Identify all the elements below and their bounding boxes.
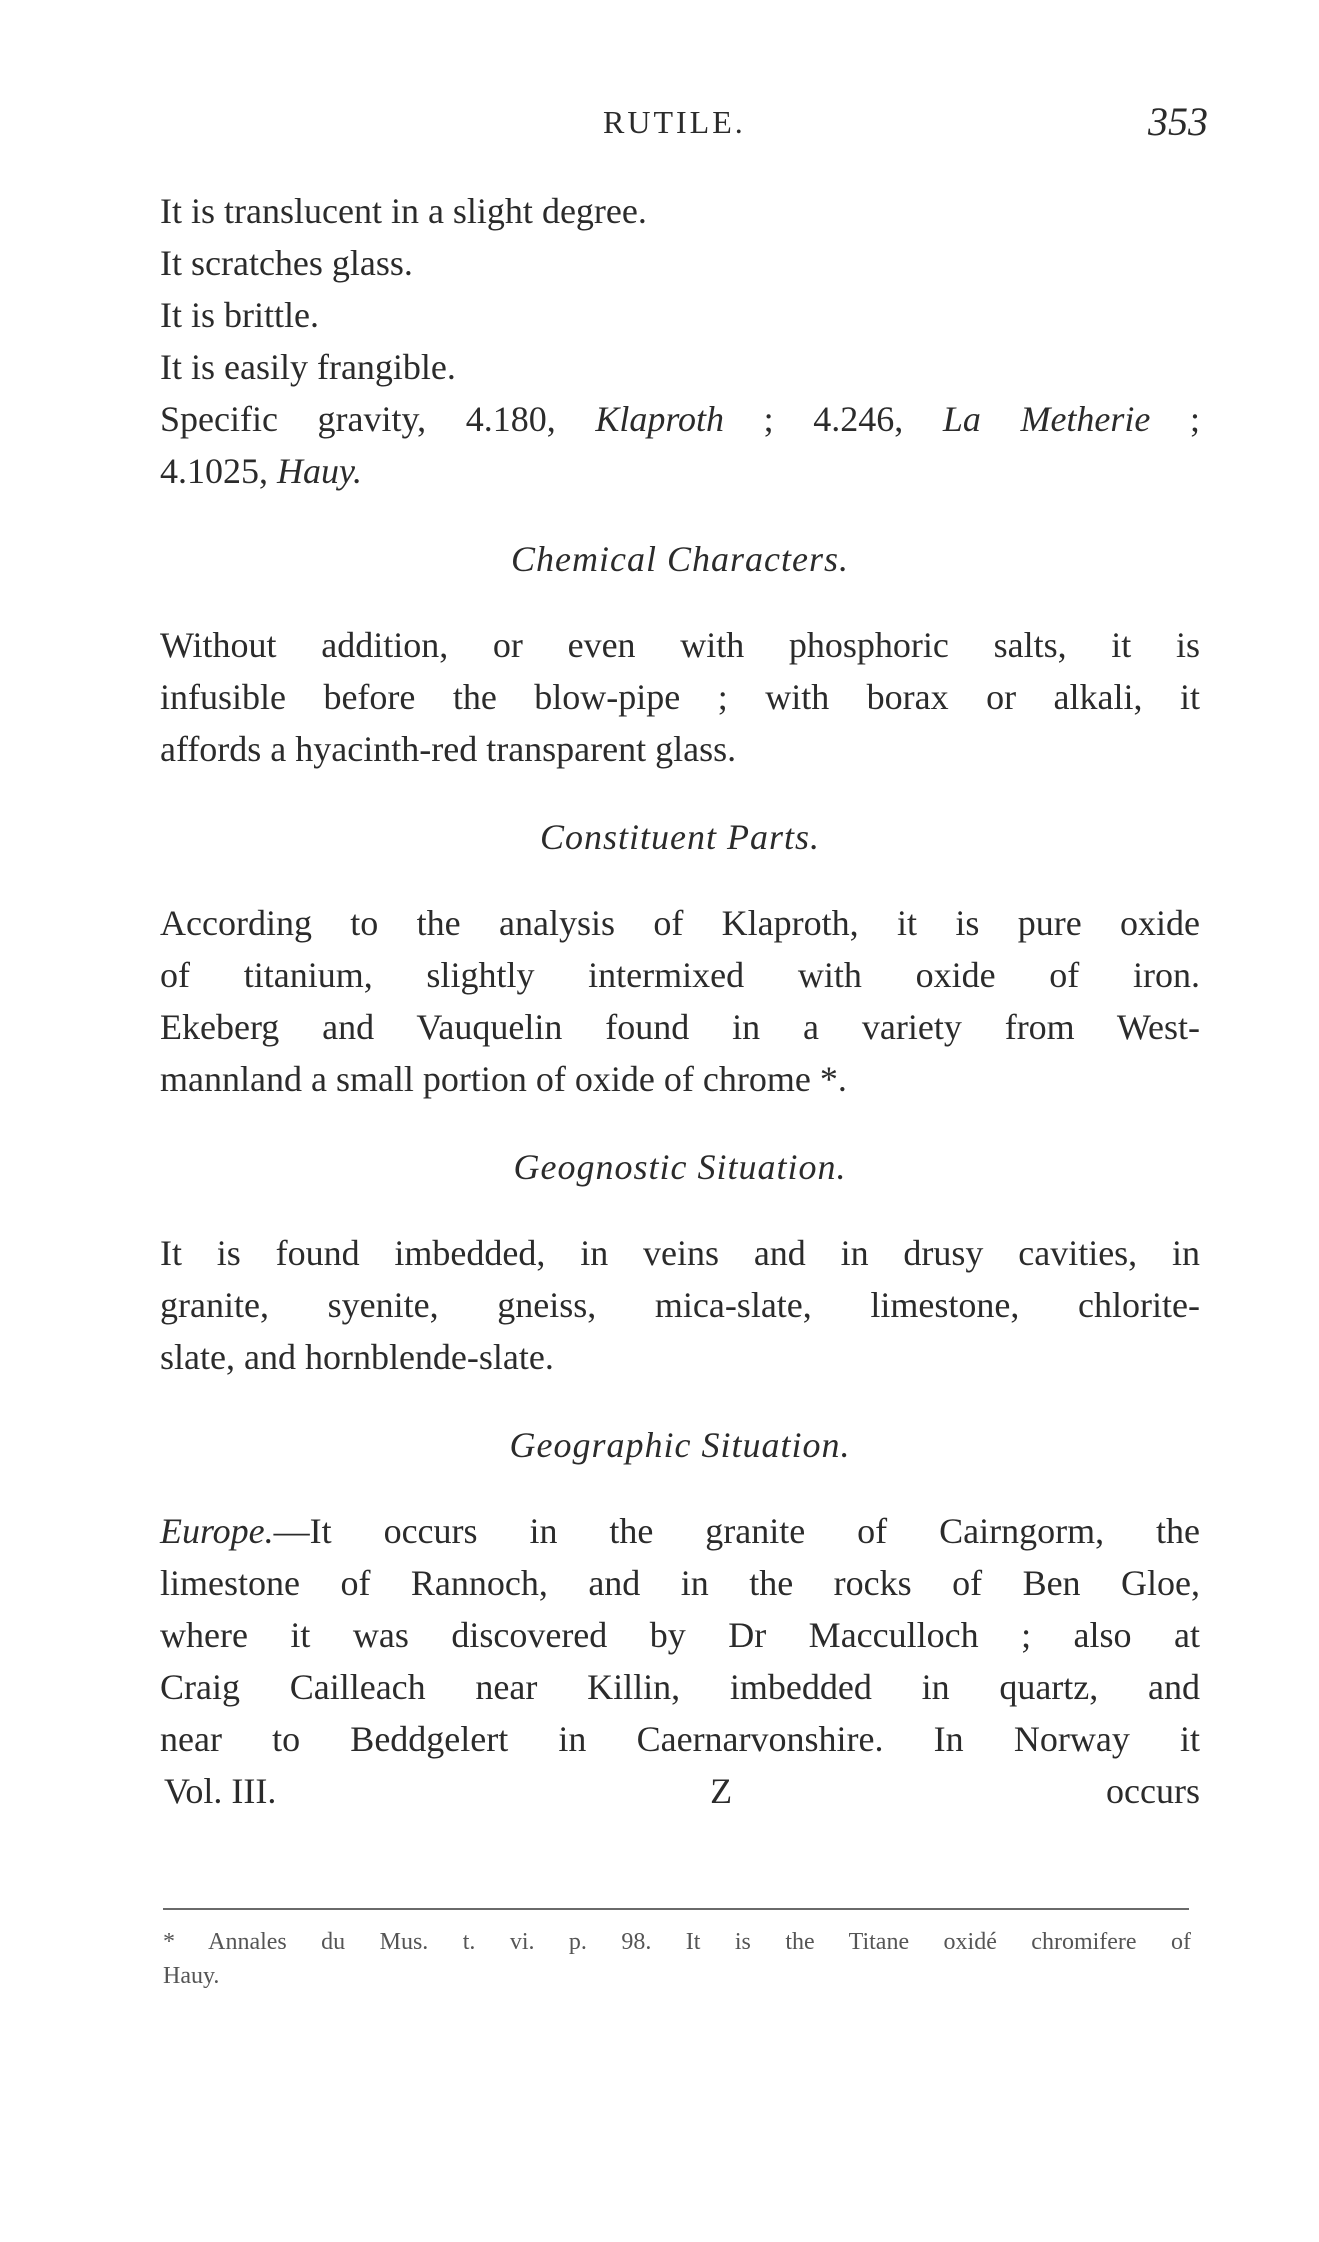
specific-gravity-line-2 — [160, 445, 1200, 497]
chemical-line-2: infusible before the blow-pipe ; with borax or alkali, it — [160, 677, 1200, 717]
constituent-line-3: Ekeberg and Vauquelin found in a variety from West- — [160, 1007, 1200, 1047]
physical-line-1: It is translucent in a slight degree. — [160, 191, 647, 231]
footnote-rule — [163, 1908, 1189, 1910]
geographic-line-1-rest: —It occurs in the granite of Cairngorm, the — [273, 1511, 1200, 1551]
geognostic-line-3: slate, and hornblende-slate. — [160, 1337, 554, 1377]
geognostic-heading: Geognostic Situation. — [513, 1147, 847, 1187]
geognostic-line-2: granite, syenite, gneiss, mica-slate, limestone, chlorite- — [160, 1285, 1200, 1325]
gravity-metherie: La Metherie — [942, 399, 1151, 439]
gravity-end: ; — [1189, 399, 1200, 439]
constituent-line-2: of titanium, slightly intermixed with oxide of iron. — [160, 955, 1200, 995]
chemical-heading: Chemical Characters. — [511, 539, 849, 579]
running-title: RUTILE. — [603, 104, 746, 140]
physical-line-4: It is easily frangible. — [160, 347, 456, 387]
running-head — [0, 99, 1319, 154]
signature-mark: Z — [710, 1771, 733, 1811]
body-text — [160, 185, 1200, 1817]
geographic-heading: Geographic Situation. — [509, 1425, 851, 1465]
geographic-line-4: Craig Cailleach near Killin, imbedded in quartz, and — [160, 1667, 1200, 1707]
gravity2-hauy: Hauy. — [277, 451, 362, 491]
chemical-line-1: Without addition, or even with phosphoric salts, it is — [160, 625, 1200, 665]
constituent-heading: Constituent Parts. — [539, 817, 821, 857]
catchword: occurs — [1106, 1771, 1200, 1811]
geographic-line-2: limestone of Rannoch, and in the rocks of Ben Gloe, — [160, 1563, 1200, 1603]
gravity-prefix: Specific gravity, 4.180, — [160, 399, 556, 439]
physical-line-2: It scratches glass. — [160, 243, 413, 283]
chemical-line-3: affords a hyacinth-red transparent glass. — [160, 729, 737, 769]
volume-label: Vol. III. — [164, 1771, 277, 1811]
europe-label: Europe. — [160, 1511, 274, 1551]
constituent-line-4: mannland a small portion of oxide of chrome *. — [160, 1059, 847, 1099]
page-number: 353 — [1148, 99, 1208, 144]
footnote — [163, 1925, 1191, 1993]
physical-line-3: It is brittle. — [160, 295, 319, 335]
gravity-klaproth: Klaproth — [595, 399, 725, 439]
gravity2-value: 4.1025, — [160, 451, 268, 491]
page-footer-line — [160, 1765, 1200, 1817]
footnote-line-1: * Annales du Mus. t. vi. p. 98. It is the Titane oxidé chromifere of — [163, 1929, 1191, 1955]
footnote-line-2: Hauy. — [163, 1963, 220, 1989]
gravity-mid: ; 4.246, — [763, 399, 904, 439]
geographic-line-3: where it was discovered by Dr Macculloch ; also at — [160, 1615, 1200, 1655]
specific-gravity-line — [160, 393, 1200, 445]
geographic-line-1 — [160, 1505, 1200, 1557]
geographic-line-5: near to Beddgelert in Caernarvonshire. In Norway it — [160, 1719, 1200, 1759]
constituent-line-1: According to the analysis of Klaproth, it is pure oxide — [160, 903, 1200, 943]
geognostic-line-1: It is found imbedded, in veins and in drusy cavities, in — [160, 1233, 1200, 1273]
